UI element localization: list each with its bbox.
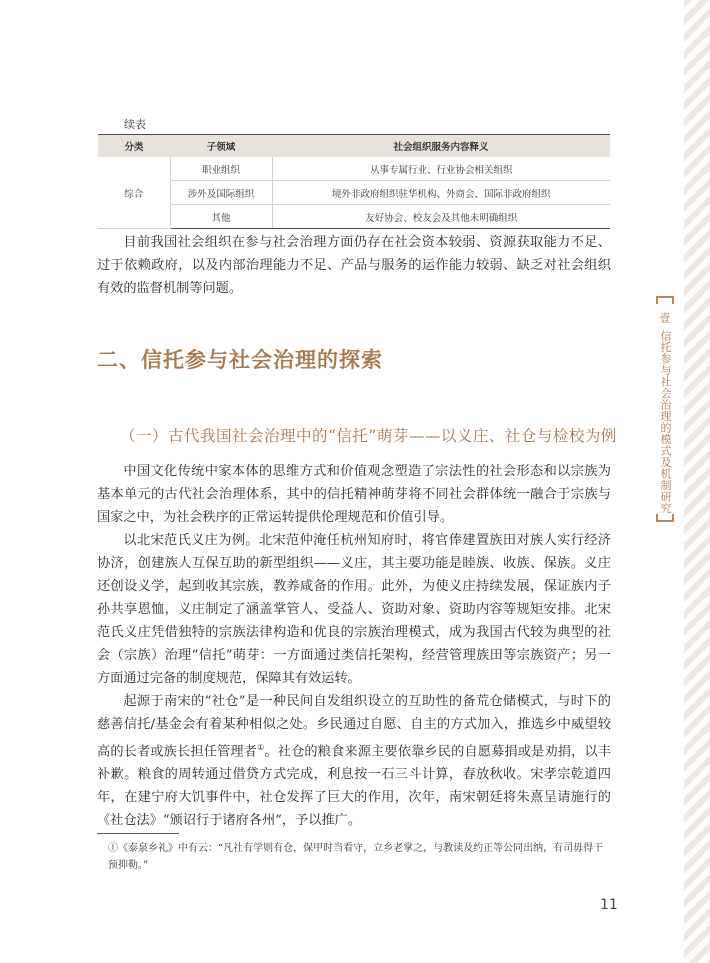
bracket-top-icon xyxy=(656,296,674,304)
description-cell: 从事专属行业、行业协会相关组织 xyxy=(272,157,610,181)
table-caption: 续表 xyxy=(124,118,146,131)
bracket-bottom-icon xyxy=(656,514,674,522)
decorative-border xyxy=(684,0,710,963)
header-category: 分类 xyxy=(98,135,170,158)
subfield-cell: 涉外及国际组织 xyxy=(170,181,272,205)
footnote: ①《泰泉乡礼》中有云：“凡社有学则有仓，保甲时当看守，立乡老掌之，与教读及约正等公同出纳，有司毋得干预抑勒。” xyxy=(108,843,604,871)
footnote-divider xyxy=(97,833,179,834)
organization-table xyxy=(98,134,610,229)
footnote-reference[interactable]: ① xyxy=(257,743,265,752)
shecang-text-part-a: 起源于南宋的“社仓”是一种民间自发组织设立的互助性的备荒仓储模式，与时下的慈善信托/基金会有着某种相似之处。乡民通过自愿、自主的方式加入，推选乡中威望较高的长者或族长担任管理者 xyxy=(97,694,611,760)
section-heading: 二、信托参与社会治理的探索 xyxy=(97,348,383,372)
shecang-text-part-b: 。社仓的粮食来源主要依靠乡民的自愿募捐或是劝捐，以丰补歉。粮食的周转通过借贷方式完成，利息按一石三斗计算，春放秋收。宋孝宗乾道四年，在建宁府大饥事件中，社仓发挥了巨大的作用，次年，南宋朝廷将朱熹呈请施行的《社仓法》“颁诏行于诸府各州”，予以推广。 xyxy=(97,744,612,829)
header-description: 社会组织服务内容释义 xyxy=(272,135,610,158)
subfield-cell: 职业组织 xyxy=(170,157,272,181)
body-paragraph: 以北宋范氏义庄为例。北宋范仲淹任杭州知府时，将官俸建置族田对族人实行经济协济，创建族人互保互助的新型组织——义庄，其主要功能是睦族、收族、保族。义庄还创设义学，起到收其宗族，教养咸备的作用。此外，为使义庄持续发展，保证族内子孙共享恩恤，义庄制定了涵盖掌管人、受益人、资助对象、资助内容等规矩安排。北宋范氏义庄凭借独特的宗族法律构造和优良的宗族治理模式，成为我国古代较为典型的社会（宗族）治理“信托”萌芽：一方面通过类信托架构，经营管理族田等宗族资产；另一方面通过完备的制度规范，保障其有效运转。 xyxy=(97,533,611,686)
chapter-number: 壹 xyxy=(659,312,671,325)
subfield-cell: 其他 xyxy=(170,205,272,229)
body-paragraph-shecang xyxy=(97,690,611,832)
table-row xyxy=(98,205,610,229)
page-number: 11 xyxy=(600,897,618,913)
description-cell: 境外非政府组织驻华机构、外商会、国际非政府组织 xyxy=(272,181,610,205)
header-subfield: 子领域 xyxy=(170,135,272,158)
category-cell: 综合 xyxy=(98,157,170,229)
table-row xyxy=(98,157,610,181)
description-cell: 友好协会、校友会及其他未明确组织 xyxy=(272,205,610,229)
chapter-side-tab xyxy=(652,296,678,534)
table-header-row xyxy=(98,135,610,158)
table-row xyxy=(98,181,610,205)
body-paragraph: 中国文化传统中家本体的思维方式和价值观念塑造了宗法性的社会形态和以宗族为基本单元的古代社会治理体系，其中的信托精神萌芽将不同社会群体统一融合于宗族与国家之中，为社会秩序的正常运转提供伦理规范和价值引导。 xyxy=(97,464,611,525)
chapter-title: 信托参与社会治理的模式及机制研究 xyxy=(659,330,672,514)
intro-paragraph: 目前我国社会组织在参与社会治理方面仍存在社会资本较弱、资源获取能力不足、过于依赖政府，以及内部治理能力不足、产品与服务的运作能力较弱、缺乏对社会组织有效的监督机制等问题。 xyxy=(97,235,611,296)
subsection-heading: （一）古代我国社会治理中的“信托”萌芽——以义庄、社仓与检校为例 xyxy=(120,427,617,445)
